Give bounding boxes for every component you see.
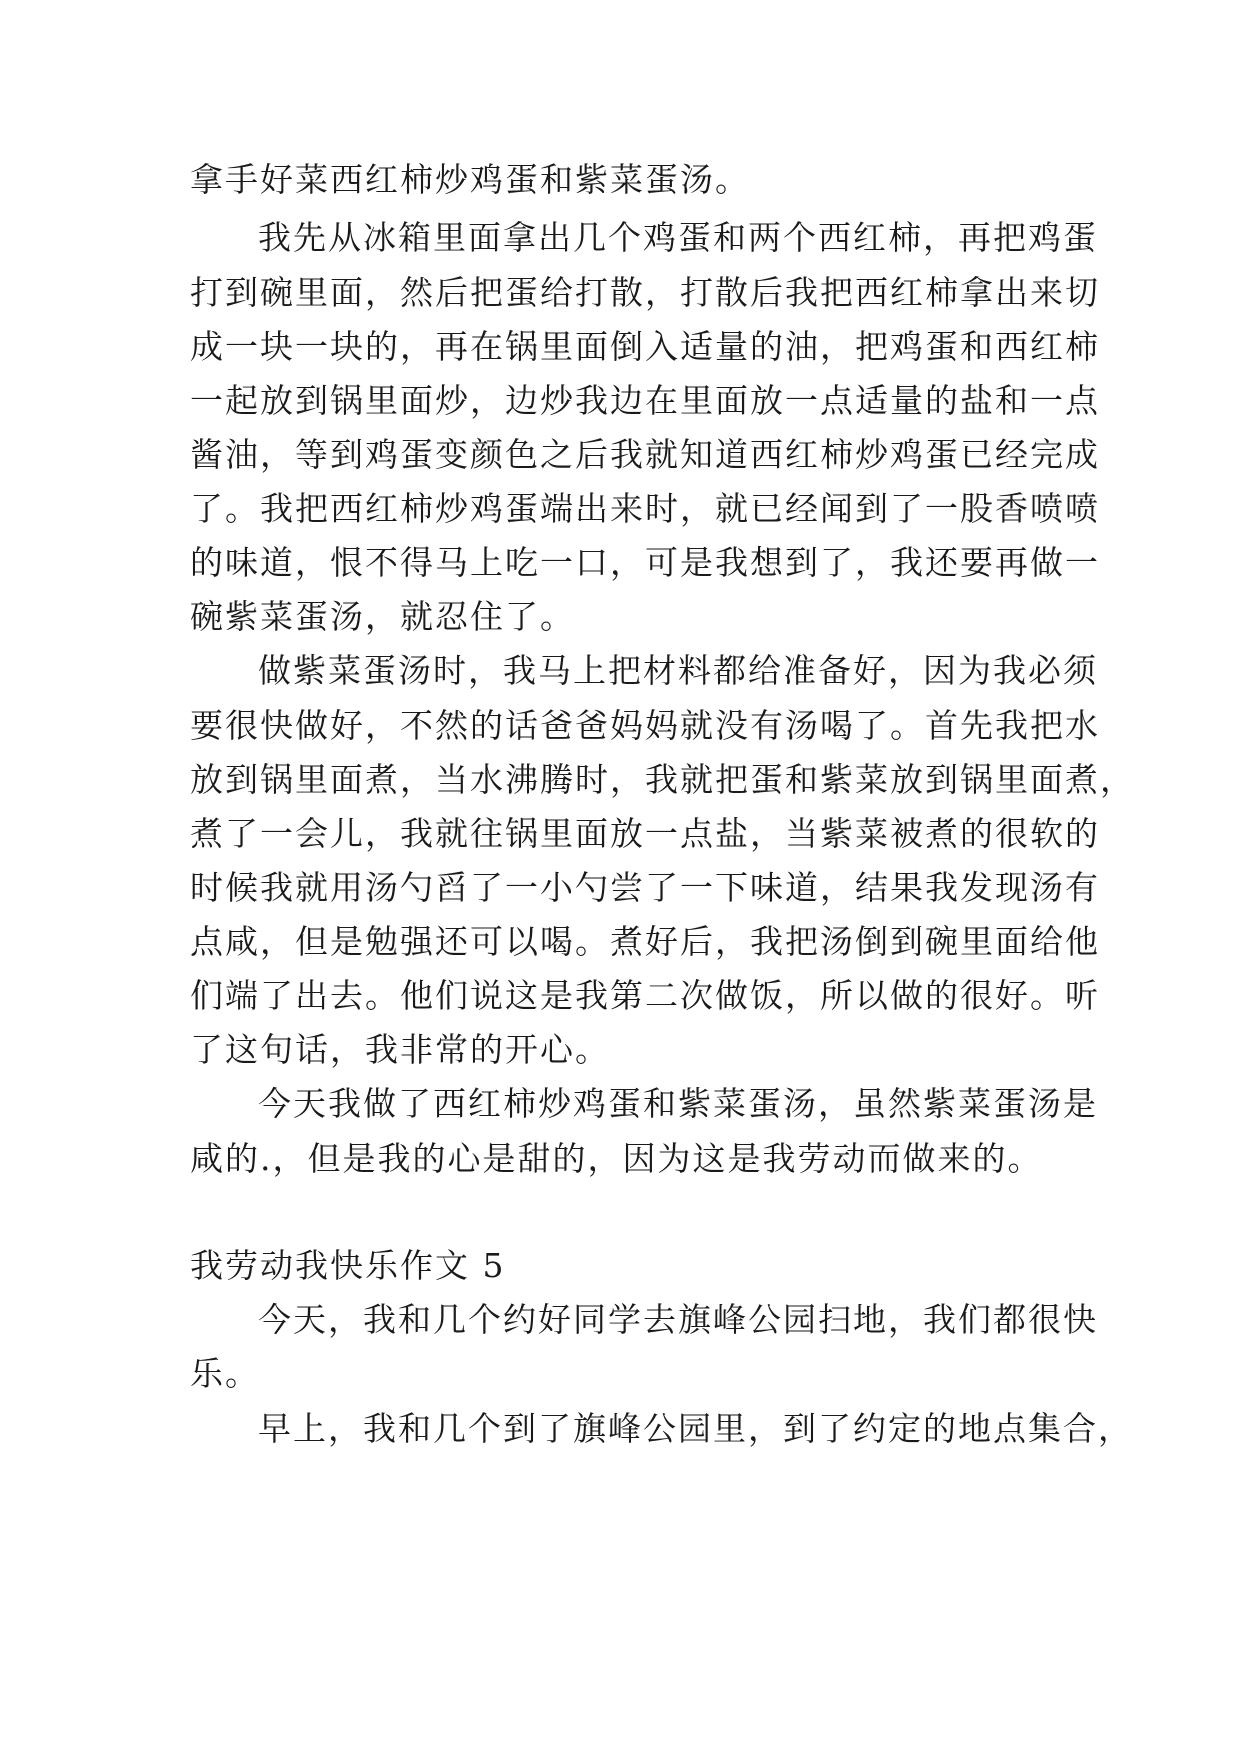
text-line: 咸的.，但是我的心是甜的，因为这是我劳动而做来的。 — [190, 1139, 1043, 1178]
text-line: 点咸，但是勉强还可以喝。煮好后，我把汤倒到碗里面给他 — [190, 922, 1100, 961]
text-line: 了这句话，我非常的开心。 — [190, 1030, 610, 1069]
paragraph-start-line: 做紫菜蛋汤时，我马上把材料都给准备好，因为我必须 — [258, 651, 1098, 690]
text-line: 了。我把西红柿炒鸡蛋端出来时，就已经闻到了一股香喷喷 — [190, 489, 1100, 528]
paragraph-start-line: 我先从冰箱里面拿出几个鸡蛋和两个西红柿，再把鸡蛋 — [258, 218, 1098, 257]
text-line: 时候我就用汤勺舀了一小勺尝了一下味道，结果我发现汤有 — [190, 868, 1100, 907]
text-line: 们端了出去。他们说这是我第二次做饭，所以做的很好。听 — [190, 976, 1100, 1015]
text-line: 打到碗里面，然后把蛋给打散，打散后我把西红柿拿出来切 — [190, 273, 1100, 312]
text-line: 碗紫菜蛋汤，就忍住了。 — [190, 597, 575, 636]
text-line: 放到锅里面煮，当水沸腾时，我就把蛋和紫菜放到锅里面煮， — [190, 760, 1135, 799]
paragraph-start-line: 今天，我和几个约好同学去旗峰公园扫地，我们都很快 — [258, 1300, 1098, 1339]
paragraph-start-line: 今天我做了西红柿炒鸡蛋和紫菜蛋汤，虽然紫菜蛋汤是 — [258, 1084, 1098, 1123]
section-heading: 我劳动我快乐作文 5 — [190, 1246, 506, 1285]
text-line: 一起放到锅里面炒，边炒我边在里面放一点适量的盐和一点 — [190, 381, 1100, 420]
text-line: 乐。 — [190, 1354, 260, 1393]
text-line: 成一块一块的，再在锅里面倒入适量的油，把鸡蛋和西红柿 — [190, 327, 1100, 366]
text-line: 的味道，恨不得马上吃一口，可是我想到了，我还要再做一 — [190, 543, 1100, 582]
paragraph-start-line: 早上，我和几个到了旗峰公园里，到了约定的地点集合， — [258, 1409, 1133, 1448]
text-line: 酱油，等到鸡蛋变颜色之后我就知道西红柿炒鸡蛋已经完成 — [190, 435, 1100, 474]
text-line: 要很快做好，不然的话爸爸妈妈就没有汤喝了。首先我把水 — [190, 706, 1100, 745]
text-line: 煮了一会儿，我就往锅里面放一点盐，当紫菜被煮的很软的 — [190, 814, 1100, 853]
text-line: 拿手好菜西红柿炒鸡蛋和紫菜蛋汤。 — [190, 160, 750, 199]
